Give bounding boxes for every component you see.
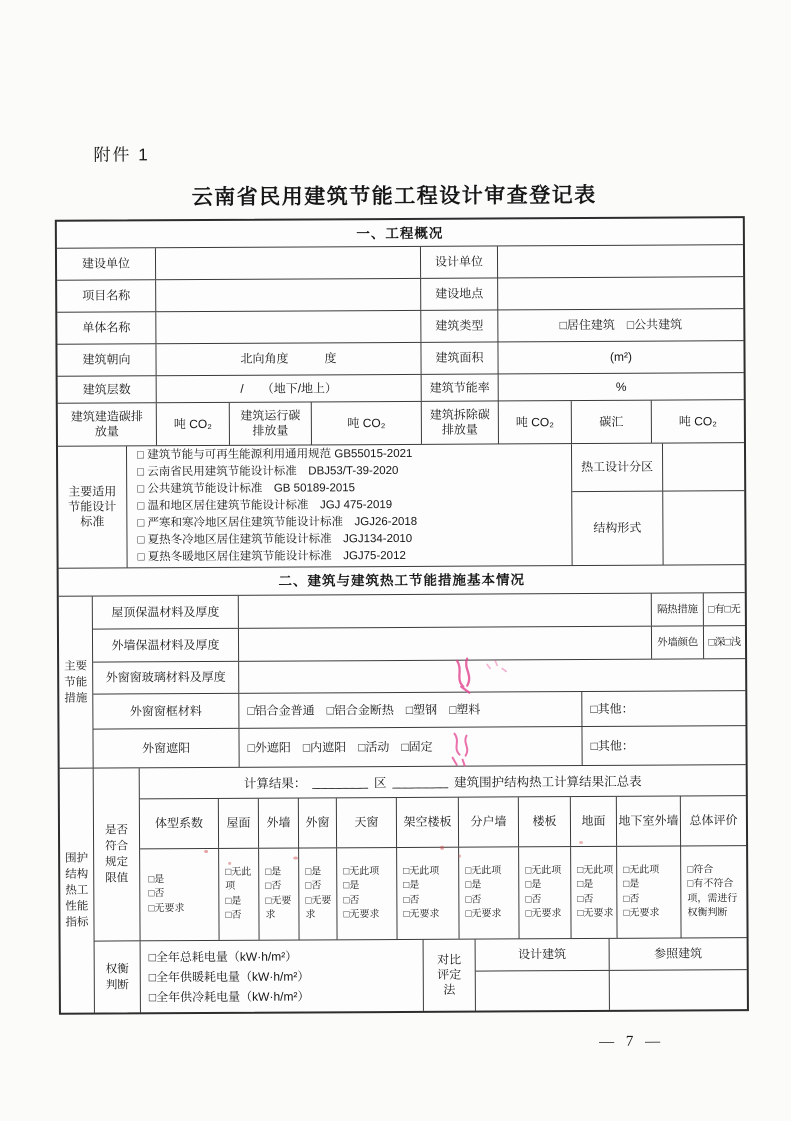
carbon-operation-unit: 吨 CO₂ — [311, 402, 421, 445]
option-item: □无此项 — [577, 864, 614, 876]
option-item: □无要求 — [305, 894, 332, 921]
carbon-build-unit: 吨 CO₂ — [156, 403, 229, 445]
calc-result-zone: 区 — [373, 776, 387, 791]
option-item: □否 — [225, 909, 242, 921]
building-type-label: 建筑类型 — [420, 310, 497, 341]
table-row — [58, 372, 744, 403]
window-frame-row — [93, 690, 745, 728]
floors-value: / （地下/地上） — [156, 375, 421, 402]
design-unit-label: 设计单位 — [420, 246, 497, 277]
option-item: □无要求 — [577, 907, 614, 920]
envelope-performance-rows — [93, 765, 747, 1012]
col-exterior-window: 外窗 — [298, 798, 336, 847]
col-roof: 屋面 — [218, 799, 258, 848]
standards-checkbox-list — [126, 444, 572, 567]
option-item: □全年总耗电量（kW·h/m²） — [148, 949, 298, 964]
design-building-label: 设计建筑 — [518, 947, 567, 962]
attachment-label: 附件 1 — [93, 145, 150, 165]
location-label: 建设地点 — [420, 278, 497, 309]
comparison-method-label: 对比评定法 — [423, 940, 475, 1011]
carbon-demolition-unit: 吨 CO₂ — [498, 401, 571, 443]
section2-header-row — [59, 564, 745, 596]
section2-header: 二、建筑与建筑热工节能措施基本情况 — [278, 572, 525, 589]
balance-result-value-row — [476, 969, 747, 1010]
overall-evaluation-options — [680, 846, 746, 937]
energy-measures-block — [59, 592, 746, 768]
project-name-value — [155, 279, 420, 311]
efficiency-unit: % — [498, 373, 744, 400]
window-shading-other: □其他： — [581, 726, 745, 765]
table-row — [57, 244, 743, 280]
balance-result-block — [475, 938, 747, 1010]
option-item: □ 夏热冬冷地区居住建筑节能设计标准 JGJ134-2010 — [137, 532, 413, 547]
orientation-value: 北向角度 度 — [155, 343, 420, 375]
option-item: □符合 — [687, 863, 714, 875]
col-ground: 地面 — [570, 797, 616, 846]
option-item: □无此项 — [403, 865, 440, 877]
calc-result-blank1: ________ — [312, 775, 369, 790]
heat-insulation-checkboxes: □有□无 — [703, 593, 745, 625]
envelope-performance-block — [60, 764, 747, 1013]
skylight-options — [336, 848, 396, 939]
area-unit: (m²) — [497, 341, 743, 373]
thermal-checkbox-row — [140, 845, 746, 940]
option-item: □否 — [623, 893, 640, 905]
option-item: □否 — [148, 888, 165, 900]
wall-insulation-row — [93, 625, 745, 661]
wall-color-label: 外墙颜色 — [651, 626, 703, 658]
structure-form-row — [572, 490, 744, 565]
carbon-build-label: 建筑建造碳排放量 — [70, 409, 143, 439]
limit-compliance-label: 是否符合规定限值 — [104, 824, 129, 885]
carbon-emission-row — [58, 399, 744, 446]
window-shading-label: 外窗遮阳 — [142, 740, 191, 755]
option-item: □无此项 — [623, 864, 660, 876]
thermal-zone-label: 热工设计分区 — [581, 459, 654, 475]
standards-label: 主要适用节能设计标准 — [68, 484, 117, 529]
ground-options — [570, 847, 616, 938]
window-shading-row — [93, 725, 745, 767]
option-item: □是 — [305, 865, 322, 877]
design-unit-value — [497, 245, 743, 277]
floor-slab-options — [518, 847, 570, 938]
option-item: □全年供暖耗电量（kW·h/m²） — [148, 968, 310, 984]
carbon-sink-label: 碳汇 — [571, 401, 651, 443]
roof-options — [218, 849, 258, 940]
window-glass-row — [93, 658, 745, 693]
option-item: □无要求 — [525, 908, 562, 920]
option-item: □ 温和地区居住建筑节能设计标准 JGJ 475-2019 — [137, 499, 393, 513]
col-overall-evaluation: 总体评价 — [680, 796, 746, 845]
option-item: □ 云南省民用建筑节能设计标准 DBJ53/T-39-2020 — [137, 464, 399, 479]
option-item: □无此项 — [343, 865, 380, 877]
option-item: □是 — [265, 866, 282, 878]
option-item: □是 — [403, 879, 420, 891]
heat-insulation-label: 隔热措施 — [651, 593, 703, 625]
carbon-operation-label: 建筑运行碳排放量 — [229, 402, 311, 444]
col-floor-slab: 楼板 — [518, 797, 570, 846]
thermal-zone-value — [662, 443, 744, 490]
window-glass-value — [238, 659, 745, 693]
option-item: □ 夏热冬暖地区居住建筑节能设计标准 JGJ75-2012 — [137, 549, 406, 564]
option-item: □是 — [465, 879, 482, 891]
option-item: □ 建筑节能与可再生能源利用通用规范 GB55015-2021 — [137, 447, 413, 462]
option-item: □否 — [265, 880, 282, 892]
section1-header: 一、工程概况 — [356, 225, 444, 241]
option-item: □否 — [525, 893, 542, 905]
option-item: □否 — [577, 893, 594, 905]
monomer-name-label: 单体名称 — [82, 320, 131, 335]
overhead-floor-options — [396, 848, 458, 939]
col-partition-wall: 分户墙 — [458, 797, 518, 846]
option-item: □是 — [577, 878, 594, 891]
reference-building-label: 参照建筑 — [609, 938, 747, 970]
standards-row — [58, 442, 745, 568]
balance-judgment-row — [95, 937, 747, 1012]
section1-header-row — [57, 218, 743, 248]
registration-form-table — [55, 216, 749, 1015]
window-frame-checkboxes: □铝合金普通 □铝合金断热 □塑钢 □塑料 — [238, 692, 581, 728]
col-overhead-floor: 架空楼板 — [396, 798, 458, 847]
table-row — [57, 308, 743, 344]
structure-form-value — [662, 491, 744, 564]
monomer-name-value — [155, 311, 420, 343]
option-item: □无要求 — [148, 902, 185, 915]
window-glass-label: 外窗窗玻璃材料及厚度 — [105, 669, 226, 685]
option-item: □是 — [148, 873, 165, 886]
page-title: 云南省民用建筑节能工程设计审查登记表 — [191, 183, 597, 210]
option-item: □ 公共建筑节能设计标准 GB 50189-2015 — [137, 482, 356, 496]
shape-coefficient-options — [140, 849, 218, 940]
calc-result-prefix: 计算结果： — [243, 776, 307, 791]
construction-unit-value — [155, 247, 420, 279]
carbon-sink-unit: 吨 CO₂ — [651, 400, 744, 442]
thermal-summary-table — [139, 765, 747, 940]
page-number: — 7 — — [599, 1033, 665, 1050]
table-row — [57, 276, 743, 312]
window-frame-other: □其他： — [581, 691, 745, 726]
table-row — [57, 340, 743, 376]
option-item: □全年供冷耗电量（kW·h/m²） — [148, 988, 310, 1004]
col-skylight: 天窗 — [336, 798, 396, 847]
standards-right-block — [571, 443, 745, 565]
calc-result-blank2: ________ — [392, 774, 449, 790]
col-exterior-wall: 外墙 — [258, 799, 298, 848]
window-shading-checkboxes: □外遮阳 □内遮阳 □活动 □固定 — [238, 727, 581, 767]
design-building-value — [476, 971, 609, 1011]
envelope-performance-label: 围护结构热工性能指标 — [65, 852, 89, 929]
structure-form-label: 结构形式 — [593, 520, 642, 535]
option-item: □是 — [525, 879, 542, 891]
construction-unit-label: 建设单位 — [81, 256, 131, 271]
option-item: □无此项 — [525, 864, 562, 876]
carbon-demolition-label: 建筑拆除碳排放量 — [421, 401, 498, 443]
exterior-wall-options — [258, 849, 298, 940]
energy-measures-label: 主要节能措施 — [64, 660, 88, 705]
floors-label: 建筑层数 — [82, 381, 131, 397]
option-item: □无此项 — [465, 864, 502, 877]
balance-judgment-label: 权衡判断 — [105, 962, 129, 992]
option-item: □是 — [343, 880, 360, 892]
option-item: □无要求 — [623, 907, 660, 919]
balance-consumption-checkboxes — [140, 940, 423, 1012]
roof-insulation-row — [93, 593, 745, 628]
energy-measures-rows — [92, 593, 746, 767]
location-value — [497, 277, 743, 309]
efficiency-label: 建筑节能率 — [421, 374, 498, 400]
option-item: □是 — [225, 895, 242, 907]
option-item: □否 — [343, 894, 360, 906]
window-frame-label: 外窗窗框材料 — [129, 703, 202, 718]
exterior-window-options — [298, 848, 336, 939]
reference-building-value — [609, 970, 747, 1010]
partition-wall-options — [458, 847, 518, 938]
limit-compliance-block — [94, 765, 747, 940]
basement-wall-options — [616, 847, 680, 938]
option-item: □是 — [623, 878, 640, 890]
option-item: □无要求 — [343, 909, 380, 921]
wall-insulation-value — [238, 627, 651, 661]
option-item: □无要求 — [265, 895, 292, 921]
option-item: □否 — [465, 894, 482, 906]
wall-insulation-label: 外墙保温材料及厚度 — [111, 637, 220, 652]
calc-result-row — [140, 765, 746, 798]
project-name-label: 项目名称 — [82, 288, 131, 303]
option-item: □无要求 — [465, 908, 502, 920]
thermal-zone-row — [572, 443, 744, 491]
option-item: □ 严寒和寒冷地区居住建筑节能设计标准 JGJ26-2018 — [137, 515, 418, 530]
option-item: □否 — [305, 880, 322, 892]
orientation-label: 建筑朝向 — [82, 352, 131, 367]
thermal-columns-header-row — [140, 795, 746, 848]
balance-result-header-row — [476, 938, 747, 970]
calc-result-suffix: 建筑围护结构热工计算结果汇总表 — [454, 774, 642, 790]
roof-insulation-label: 屋顶保温材料及厚度 — [111, 604, 220, 619]
option-item: □有不符合项，需进行权衡判断 — [687, 878, 738, 919]
building-type-checkboxes: □居住建筑 □公共建筑 — [497, 309, 743, 341]
area-label: 建筑面积 — [420, 342, 497, 373]
col-shape-coefficient: 体型系数 — [154, 816, 203, 831]
option-item: □无要求 — [403, 908, 440, 920]
col-basement-wall: 地下室外墙 — [616, 797, 680, 846]
wall-color-checkboxes: □深□浅 — [703, 626, 745, 658]
option-item: □否 — [403, 894, 420, 906]
roof-insulation-value — [238, 594, 651, 628]
option-item: □无此项 — [225, 866, 252, 892]
